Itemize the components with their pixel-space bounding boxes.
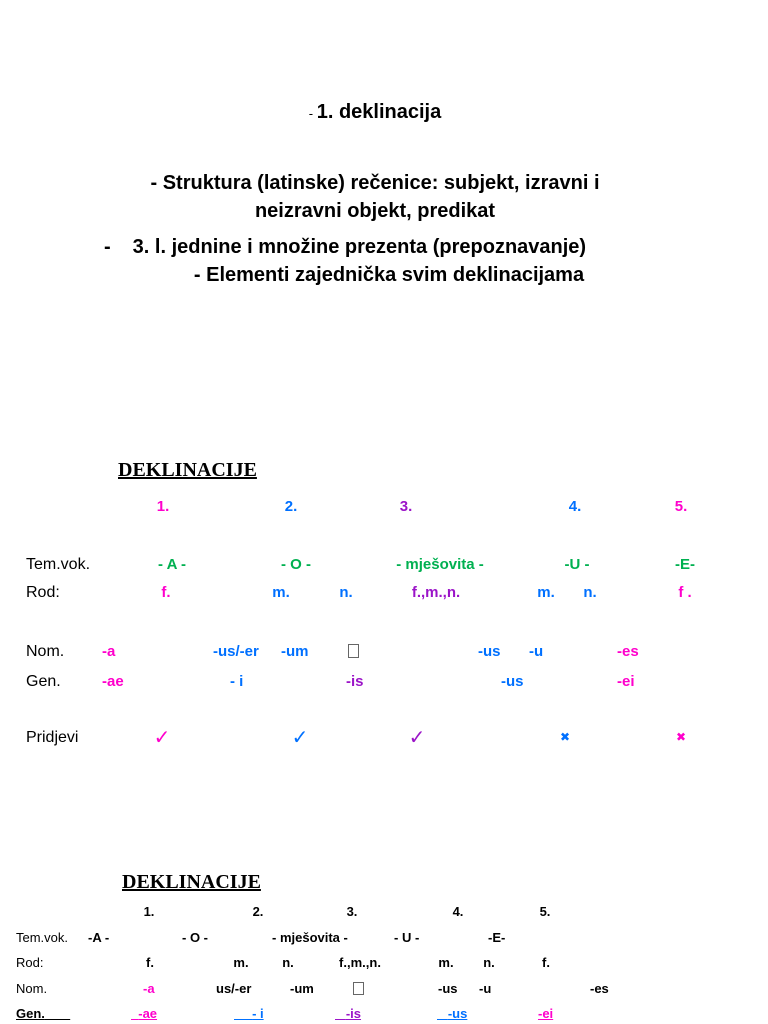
table2-temvok-2: - O -: [182, 930, 208, 945]
heading-4: - Elementi zajednička svim deklinacijama: [193, 264, 585, 286]
table1-gen-label: Gen.: [26, 673, 61, 690]
table2-rod-n4: n.: [483, 955, 495, 970]
table1-rod-n: n.: [339, 584, 353, 601]
table2-nom-4b: -u: [479, 981, 492, 996]
cross-icon: ✖: [675, 730, 687, 744]
table1-rod-label: Rod:: [26, 584, 60, 601]
table2-gen-2: [234, 1006, 264, 1021]
table1-temvok-label: Tem.vok.: [26, 556, 91, 573]
table2-rod-n: n.: [282, 955, 294, 970]
table2-gen-5: -ei: [538, 1006, 554, 1021]
table2-temvok-5: -E-: [488, 930, 506, 945]
table1-gen-3: -is: [346, 673, 364, 690]
table2-rod-f: f.: [146, 955, 154, 970]
table2-rod-label: Rod:: [16, 955, 44, 970]
table2-gen-1-text: -ae: [138, 1006, 158, 1021]
cross-icon: ✖: [559, 730, 571, 744]
empty-box-icon: [348, 644, 359, 662]
check-icon: ✓: [291, 727, 309, 749]
table1-col-2: 2.: [284, 498, 298, 515]
table1-col-5: 5.: [674, 498, 688, 515]
table2-nom-4a: -us: [438, 981, 458, 996]
table1-temvok-5: -E-: [675, 556, 695, 573]
table2-col-3: 3.: [346, 904, 358, 919]
heading-3-dash: -: [104, 236, 111, 258]
table1-temvok-2: - O -: [281, 556, 311, 573]
table1-gen-4: -us: [501, 673, 524, 690]
table2-nom-1: -a: [143, 981, 155, 996]
table2-rod-f5: f.: [542, 955, 550, 970]
table2-gen-4-text: -us: [447, 1006, 468, 1021]
table1-gen-5: -ei: [617, 673, 635, 690]
table1-rod-f5: f .: [678, 584, 692, 601]
check-icon: ✓: [408, 727, 426, 749]
table2-nom-5: -es: [590, 981, 609, 996]
table1-nom-4b: -u: [529, 643, 544, 660]
heading-2a: - Struktura (latinske) rečenice: subjekt, izravni i: [150, 172, 600, 194]
table1-rod-f: f.: [161, 584, 171, 601]
table2-col-1: 1.: [143, 904, 155, 919]
table2-rod-fmn: f.,m.,n.: [339, 955, 381, 970]
table2-nom-2a: us/-er: [216, 981, 252, 996]
table2-gen-label-text: Gen.: [16, 1006, 45, 1021]
table2-gen-3: [335, 1006, 361, 1021]
empty-box-icon: [353, 981, 364, 999]
table1-gen-2: - i: [230, 673, 244, 690]
table2-gen-1: [131, 1006, 157, 1021]
table1-gen-1: -ae: [102, 673, 124, 690]
table2-gen-4: [437, 1006, 467, 1021]
heading-2b: neizravni objekt, predikat: [254, 200, 496, 222]
heading-3-text: 3. l. jednine i množine prezenta (prepoznavanje): [132, 236, 587, 258]
table2-gen-2-text: - i: [252, 1006, 264, 1021]
table1-nom-4a: -us: [478, 643, 501, 660]
table1-nom-2a: -us/-er: [213, 643, 259, 660]
table2-col-4: 4.: [452, 904, 464, 919]
table1-nom-5: -es: [617, 643, 639, 660]
table1-temvok-4: -U -: [564, 556, 590, 573]
table2-col-2: 2.: [252, 904, 264, 919]
table2-title: DEKLINACIJE: [122, 871, 261, 893]
table2-rod-m4: m.: [438, 955, 454, 970]
table2-gen-label: [16, 1006, 70, 1021]
table1-nom-1: -a: [102, 643, 116, 660]
table2-rod-m: m.: [233, 955, 249, 970]
heading-1-text: 1. deklinacija: [316, 101, 442, 123]
heading-1: - 1. deklinacija: [308, 101, 442, 123]
table1-rod-m4: m.: [537, 584, 555, 601]
table1-pridjevi-label: Pridjevi: [26, 729, 79, 746]
table1-title: DEKLINACIJE: [118, 459, 257, 481]
table2-temvok-label: Tem.vok.: [16, 930, 69, 945]
table1-col-4: 4.: [568, 498, 582, 515]
table2-nom-2b: -um: [290, 981, 314, 996]
table2-temvok-4: - U -: [394, 930, 420, 945]
heading-3: [104, 236, 586, 259]
table2-nom-label: Nom.: [16, 981, 48, 996]
table1-nom-2b: -um: [281, 643, 309, 660]
check-icon: ✓: [153, 727, 171, 749]
table1-nom-label: Nom.: [26, 643, 65, 660]
table1-temvok-1: - A -: [157, 556, 187, 573]
table2-temvok-1: -A -: [88, 930, 110, 945]
table2-col-5: 5.: [539, 904, 551, 919]
table1-col-1: 1.: [156, 498, 170, 515]
table1-col-3: 3.: [399, 498, 413, 515]
table2-temvok-3: - mješovita -: [272, 930, 348, 945]
table2-gen-3-text: -is: [345, 1006, 362, 1021]
table1-rod-n4: n.: [583, 584, 597, 601]
table1-temvok-3: - mješovita -: [396, 556, 484, 573]
table1-rod-m: m.: [272, 584, 290, 601]
table1-rod-fmn: f.,m.,n.: [411, 584, 461, 601]
